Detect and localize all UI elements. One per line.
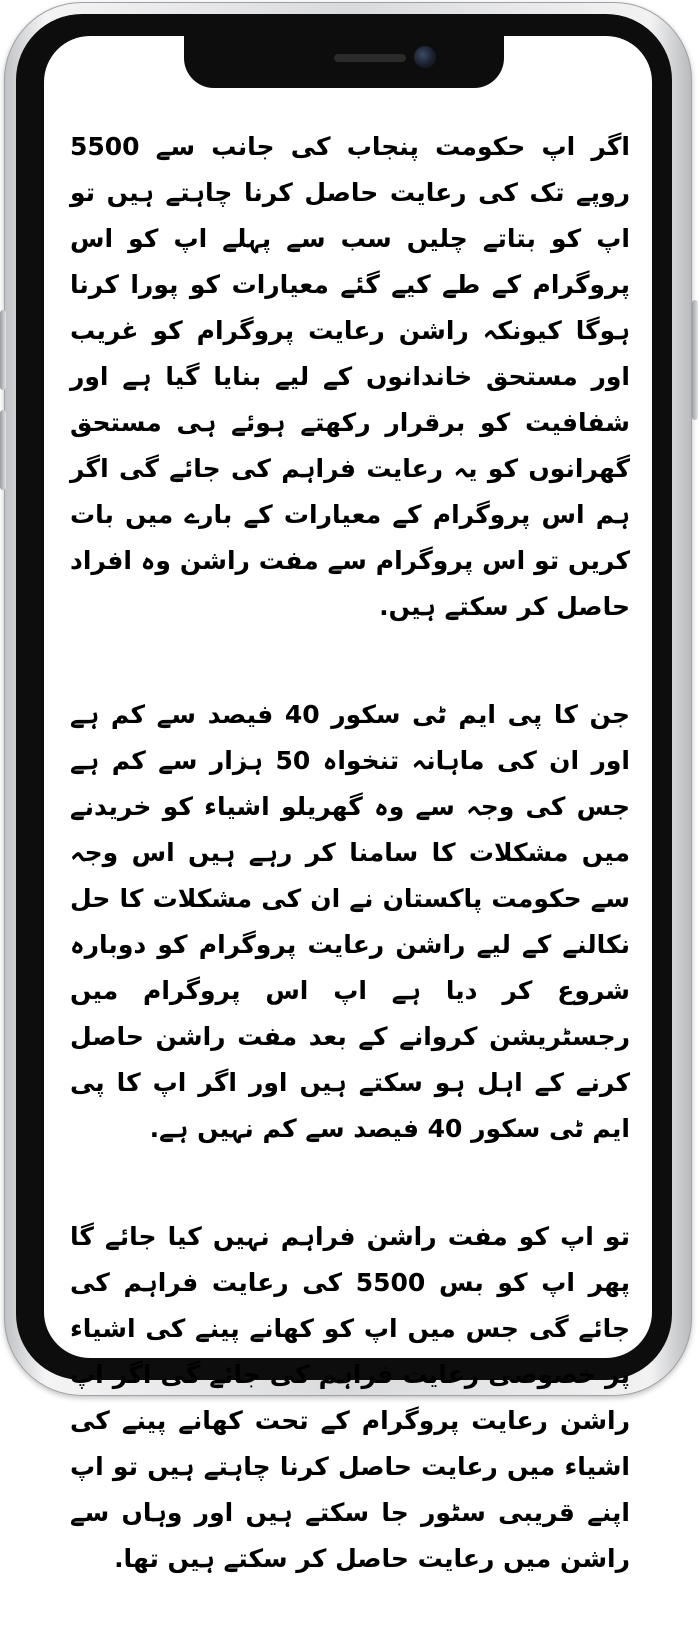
- volume-down-button: [0, 410, 6, 490]
- article-paragraph-3: تو اپ کو مفت راشن فراہم نہیں کیا جائے گا پھر اپ کو بس 5500 کی رعایت فراہم کی جائے گی جس میں اپ کو کھانے پینے کی اشیاء پر خصوصی رعایت فراہم کی جائے گی اگر اپ راشن رعایت پروگرام کے تحت کھانے پینے کی اشیاء میں رعایت حاصل کرنا چاہتے ہیں تو اپ اپنے قریبی سٹور جا سکتے ہیں اور وہاں سے راشن میں رعایت حاصل کر سکتے ہیں تھا.: [70, 1222, 631, 1573]
- article-body: [70, 124, 630, 1644]
- article-paragraph-1: اگر اپ حکومت پنجاب کی جانب سے 5500 روپے تک کی رعایت حاصل کرنا چاہتے ہیں تو اپ کو بتاتے چلیں سب سے پہلے اپ کو اس پروگرام کے طے کیے گئے معیارات کو پورا کرنا ہوگا کیونکہ راشن رعایت پروگرام کو غریب اور مستحق خاندانوں کے لیے بنایا گیا ہے اور شفافیت کو برقرار رکھتے ہوئے ہی مستحق گھرانوں کو یہ رعایت فراہم کی جائے گی اگر ہم اس پروگرام کے معیارات کے بارے میں بات کریں تو اس پروگرام سے مفت راشن وہ افراد حاصل کر سکتے ہیں.: [70, 132, 630, 621]
- phone-notch: [184, 36, 504, 88]
- volume-up-button: [0, 310, 6, 390]
- speaker-grille: [334, 54, 406, 62]
- power-button: [692, 300, 698, 420]
- article-paragraph-2: جن کا پی ایم ٹی سکور 40 فیصد سے کم ہے اور ان کی ماہانہ تنخواہ 50 ہزار سے کم ہے جس کی وجہ سے وہ گھریلو اشیاء کو خریدنے میں مشکلات کا سامنا کر رہے ہیں اس وجہ سے حکومت پاکستان نے ان کی مشکلات کا حل نکالنے کے لیے راشن رعایت پروگرام کو دوبارہ شروع کر دیا ہے اپ اس پروگرام میں رجسٹریشن کروانے کے بعد مفت راشن حاصل کرنے کے اہل ہو سکتے ہیں اور اگر اپ کا پی ایم ٹی سکور 40 فیصد سے کم نہیں ہے.: [70, 700, 631, 1143]
- phone-screen: [44, 36, 652, 1573]
- front-camera-icon: [414, 46, 436, 68]
